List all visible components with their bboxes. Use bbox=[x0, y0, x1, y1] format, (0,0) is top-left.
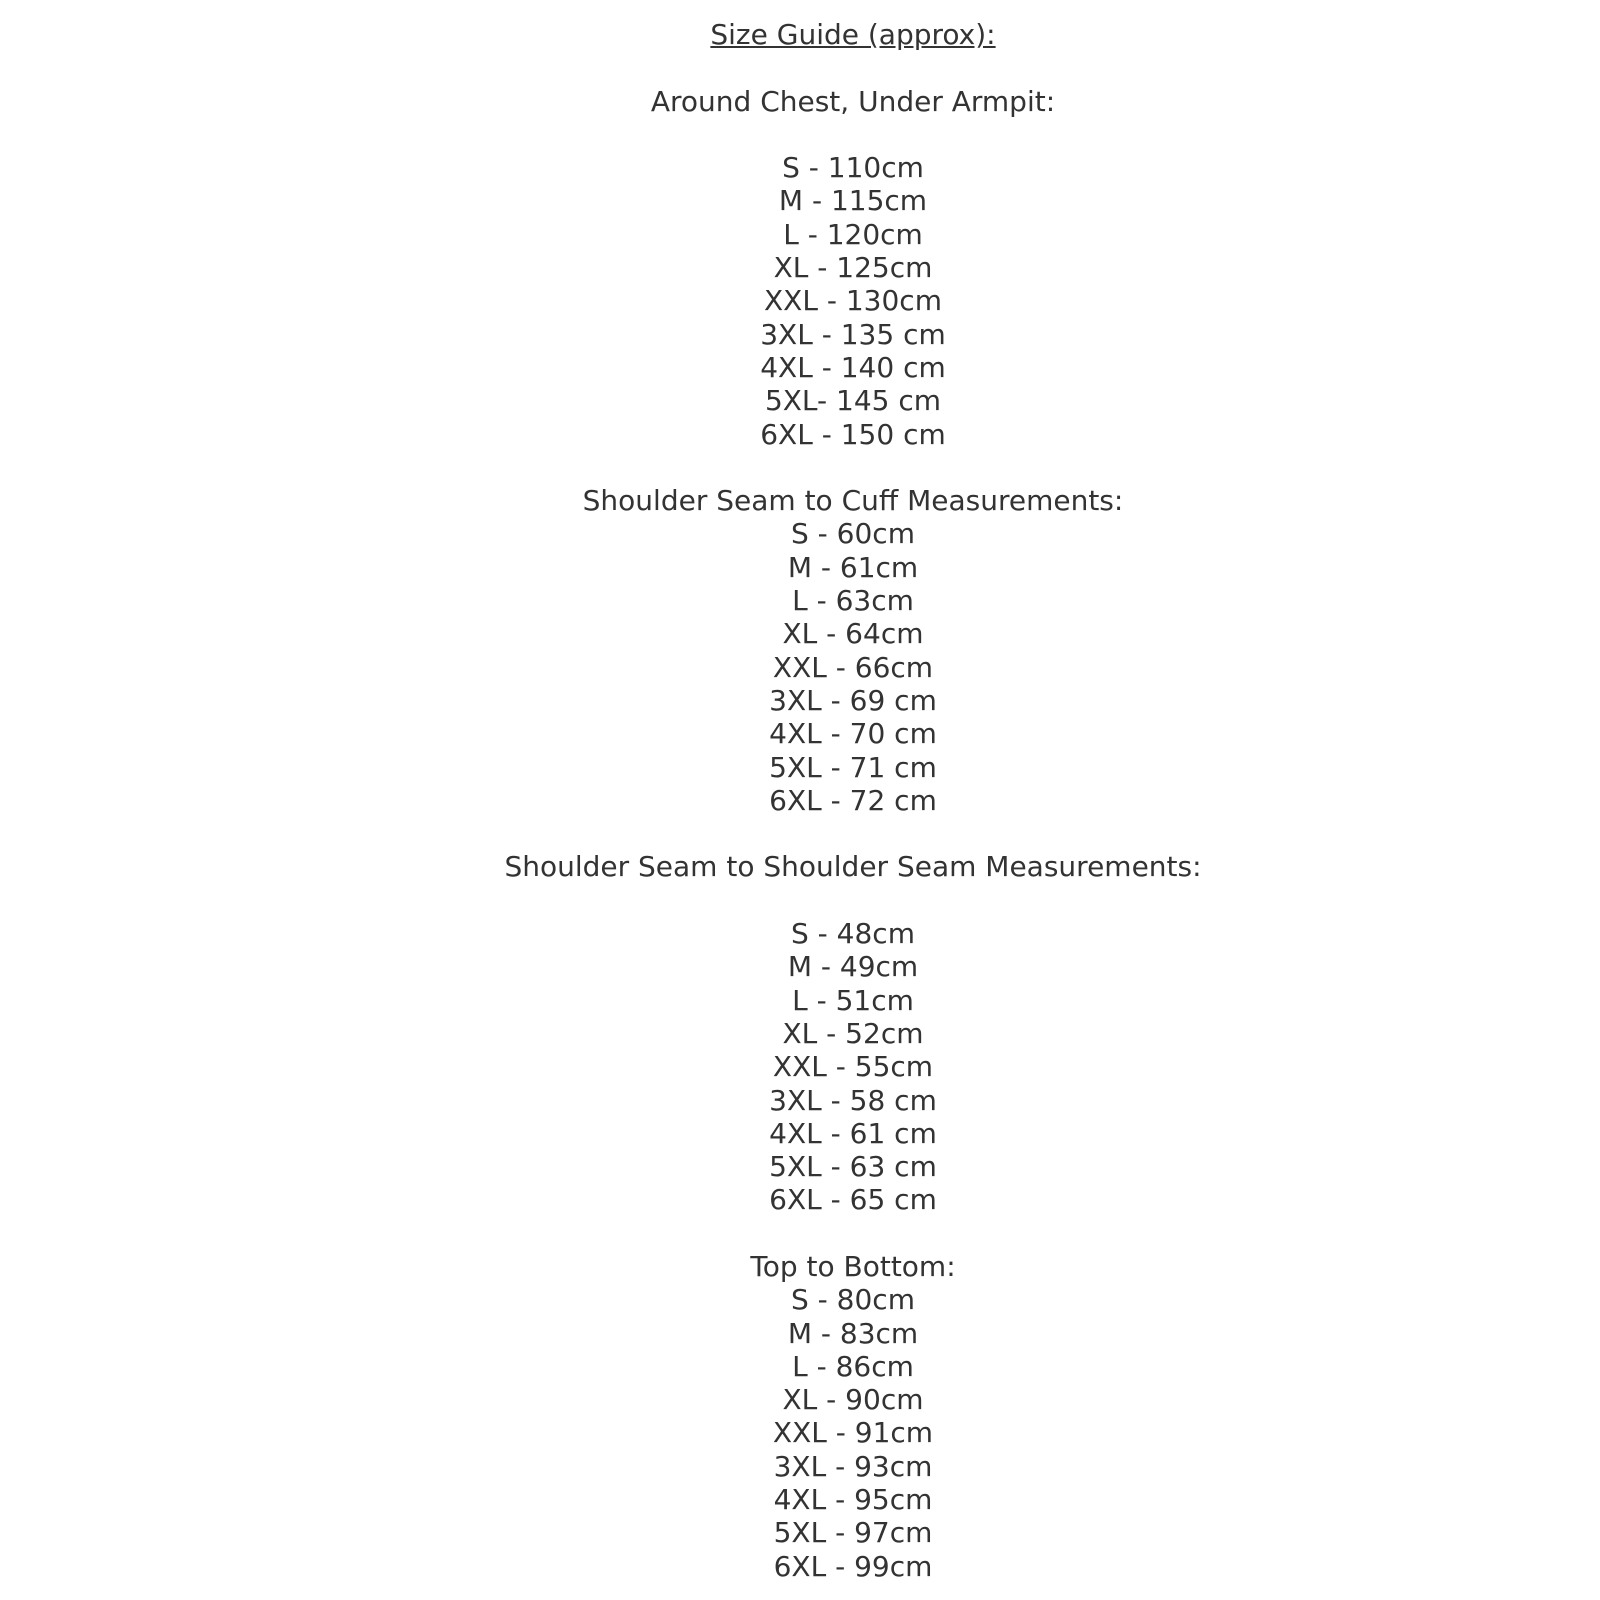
size-row: XL - 125cm bbox=[773, 251, 933, 285]
size-row: XL - 64cm bbox=[782, 617, 924, 651]
size-section bbox=[106, 484, 1600, 817]
size-section bbox=[106, 1250, 1600, 1583]
sections-container bbox=[106, 85, 1600, 1583]
size-row: S - 48cm bbox=[791, 917, 915, 951]
size-row: 4XL - 70 cm bbox=[769, 717, 937, 751]
size-row: XL - 52cm bbox=[782, 1016, 924, 1050]
size-row: M - 61cm bbox=[787, 550, 919, 584]
page-title: Size Guide (approx): bbox=[710, 18, 996, 51]
size-row: L - 86cm bbox=[792, 1349, 914, 1383]
size-row: XXL - 55cm bbox=[772, 1050, 934, 1084]
size-row: 3XL - 58 cm bbox=[769, 1083, 937, 1117]
size-row: S - 60cm bbox=[791, 517, 915, 551]
size-row: M - 115cm bbox=[778, 184, 928, 218]
size-row: 3XL - 69 cm bbox=[769, 683, 937, 717]
size-row: 6XL - 72 cm bbox=[769, 783, 937, 817]
size-row: S - 110cm bbox=[782, 151, 924, 185]
size-row: 5XL - 63 cm bbox=[769, 1150, 937, 1184]
size-row: S - 80cm bbox=[791, 1283, 915, 1317]
size-section bbox=[106, 850, 1600, 1216]
size-row: 6XL - 65 cm bbox=[769, 1183, 937, 1217]
size-row: L - 120cm bbox=[783, 217, 923, 251]
size-row: 5XL- 145 cm bbox=[764, 384, 942, 418]
section-heading: Shoulder Seam to Cuff Measurements: bbox=[582, 484, 1124, 518]
size-row: 4XL - 61 cm bbox=[769, 1116, 937, 1150]
size-row: 5XL - 71 cm bbox=[769, 750, 937, 784]
size-row: L - 51cm bbox=[792, 983, 914, 1017]
size-row: M - 49cm bbox=[787, 950, 919, 984]
size-row: 3XL - 93cm bbox=[773, 1449, 933, 1483]
size-row: 6XL - 150 cm bbox=[760, 417, 946, 451]
size-row: XXL - 66cm bbox=[772, 650, 934, 684]
blank-line bbox=[106, 884, 1600, 917]
section-heading: Around Chest, Under Armpit: bbox=[650, 84, 1056, 118]
section-heading: Top to Bottom: bbox=[750, 1249, 956, 1283]
size-row: 4XL - 140 cm bbox=[760, 350, 946, 384]
size-row: 4XL - 95cm bbox=[773, 1483, 933, 1517]
size-row: 6XL - 99cm bbox=[773, 1549, 933, 1583]
size-section bbox=[106, 85, 1600, 451]
blank-line bbox=[106, 118, 1600, 151]
size-row: XL - 90cm bbox=[782, 1383, 924, 1417]
size-row: 5XL - 97cm bbox=[773, 1516, 933, 1550]
size-row: XXL - 130cm bbox=[764, 284, 942, 318]
section-heading: Shoulder Seam to Shoulder Seam Measurements: bbox=[504, 850, 1202, 884]
size-row: 3XL - 135 cm bbox=[760, 317, 946, 351]
size-row: XXL - 91cm bbox=[772, 1416, 934, 1450]
size-row: M - 83cm bbox=[787, 1316, 919, 1350]
size-row: L - 63cm bbox=[792, 584, 914, 618]
